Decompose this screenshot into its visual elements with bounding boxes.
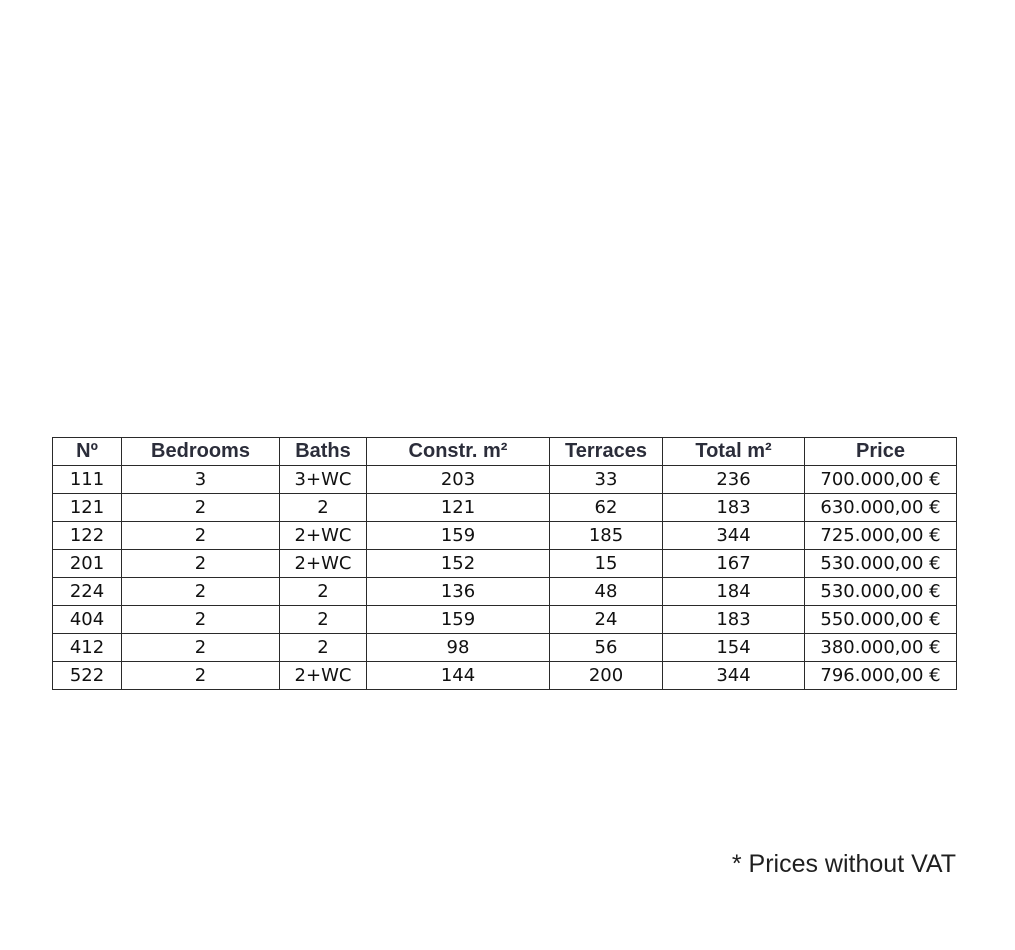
- cell-bedrooms: 2: [122, 550, 280, 578]
- price-table: [52, 437, 957, 690]
- cell-number: 412: [53, 634, 122, 662]
- cell-constructed-area: 121: [367, 494, 550, 522]
- table-header: [53, 438, 957, 466]
- header-number: Nº: [53, 438, 122, 466]
- cell-price: 380.000,00 €: [805, 634, 957, 662]
- cell-total-area: 344: [663, 522, 805, 550]
- cell-number: 121: [53, 494, 122, 522]
- cell-terraces: 33: [550, 466, 663, 494]
- header-bedrooms: Bedrooms: [122, 438, 280, 466]
- cell-baths: 2: [280, 578, 367, 606]
- header-total-area: Total m²: [663, 438, 805, 466]
- cell-terraces: 56: [550, 634, 663, 662]
- cell-constructed-area: 98: [367, 634, 550, 662]
- cell-number: 111: [53, 466, 122, 494]
- table-row: [53, 550, 957, 578]
- cell-baths: 2: [280, 634, 367, 662]
- cell-price: 530.000,00 €: [805, 550, 957, 578]
- cell-price: 725.000,00 €: [805, 522, 957, 550]
- cell-constructed-area: 152: [367, 550, 550, 578]
- cell-number: 122: [53, 522, 122, 550]
- cell-price: 796.000,00 €: [805, 662, 957, 690]
- table-body: [53, 466, 957, 690]
- cell-baths: 2+WC: [280, 550, 367, 578]
- cell-price: 700.000,00 €: [805, 466, 957, 494]
- cell-total-area: 236: [663, 466, 805, 494]
- cell-baths: 2+WC: [280, 662, 367, 690]
- cell-terraces: 24: [550, 606, 663, 634]
- cell-total-area: 183: [663, 606, 805, 634]
- cell-bedrooms: 2: [122, 606, 280, 634]
- table-row: [53, 494, 957, 522]
- cell-baths: 2: [280, 606, 367, 634]
- table-row: [53, 662, 957, 690]
- cell-bedrooms: 2: [122, 578, 280, 606]
- cell-bedrooms: 2: [122, 522, 280, 550]
- cell-number: 224: [53, 578, 122, 606]
- cell-total-area: 167: [663, 550, 805, 578]
- cell-price: 630.000,00 €: [805, 494, 957, 522]
- cell-baths: 2+WC: [280, 522, 367, 550]
- cell-price: 550.000,00 €: [805, 606, 957, 634]
- cell-bedrooms: 2: [122, 662, 280, 690]
- cell-total-area: 154: [663, 634, 805, 662]
- cell-total-area: 184: [663, 578, 805, 606]
- table-row: [53, 522, 957, 550]
- cell-total-area: 344: [663, 662, 805, 690]
- cell-terraces: 15: [550, 550, 663, 578]
- header-row: [53, 438, 957, 466]
- cell-bedrooms: 2: [122, 634, 280, 662]
- cell-constructed-area: 203: [367, 466, 550, 494]
- cell-price: 530.000,00 €: [805, 578, 957, 606]
- cell-terraces: 185: [550, 522, 663, 550]
- cell-constructed-area: 159: [367, 606, 550, 634]
- cell-bedrooms: 2: [122, 494, 280, 522]
- header-baths: Baths: [280, 438, 367, 466]
- cell-terraces: 62: [550, 494, 663, 522]
- cell-terraces: 48: [550, 578, 663, 606]
- cell-constructed-area: 144: [367, 662, 550, 690]
- cell-total-area: 183: [663, 494, 805, 522]
- cell-constructed-area: 159: [367, 522, 550, 550]
- cell-constructed-area: 136: [367, 578, 550, 606]
- vat-footnote: * Prices without VAT: [731, 850, 956, 878]
- cell-number: 404: [53, 606, 122, 634]
- header-constructed-area: Constr. m²: [367, 438, 550, 466]
- table-row: [53, 578, 957, 606]
- cell-number: 522: [53, 662, 122, 690]
- cell-baths: 3+WC: [280, 466, 367, 494]
- header-price: Price: [805, 438, 957, 466]
- header-terraces: Terraces: [550, 438, 663, 466]
- cell-baths: 2: [280, 494, 367, 522]
- table-row: [53, 634, 957, 662]
- cell-number: 201: [53, 550, 122, 578]
- cell-terraces: 200: [550, 662, 663, 690]
- table-row: [53, 606, 957, 634]
- cell-bedrooms: 3: [122, 466, 280, 494]
- table-row: [53, 466, 957, 494]
